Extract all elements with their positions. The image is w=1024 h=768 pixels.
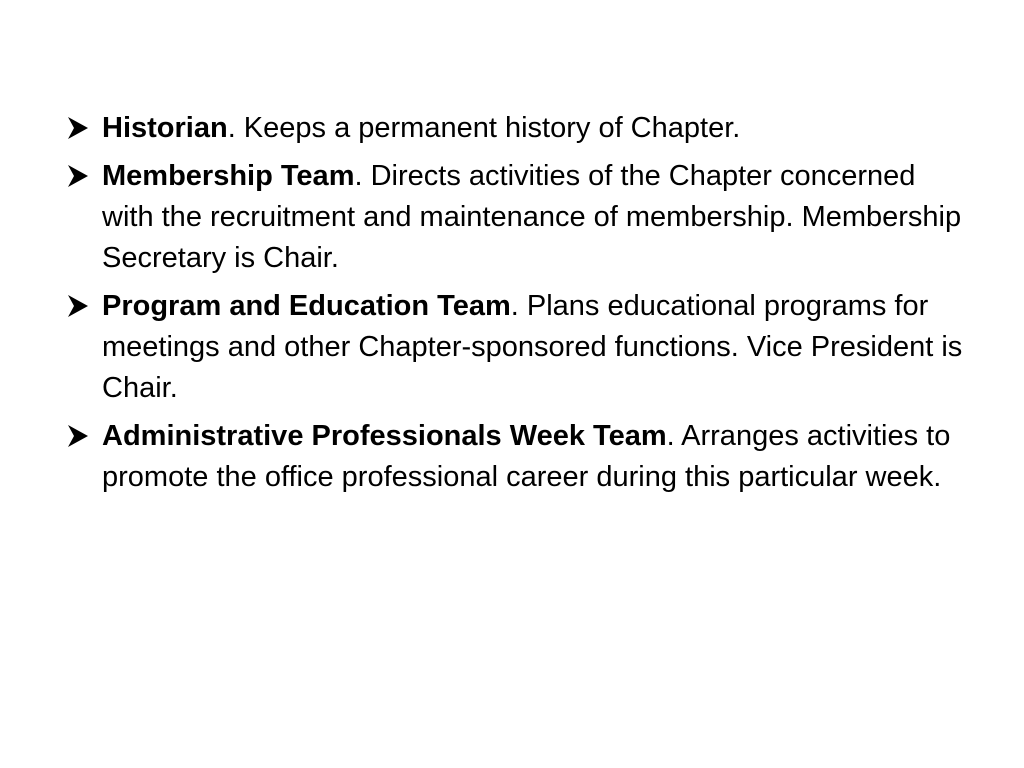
bullet-term: Administrative Professionals Week Team	[102, 420, 667, 452]
bullet-description: . Arranges activities to promote the office professional career during this particular week.	[102, 420, 951, 493]
arrowhead-bullet-icon	[66, 423, 90, 449]
bullet-item-admin-professionals-week-team	[66, 416, 966, 498]
bullet-item-program-education-team	[66, 286, 966, 409]
bullet-item-membership-team	[66, 156, 966, 279]
arrowhead-bullet-icon	[66, 115, 90, 141]
bullet-term: Program and Education Team	[102, 290, 511, 322]
arrowhead-bullet-icon	[66, 163, 90, 189]
bullet-term: Membership Team	[102, 160, 355, 192]
bullet-description: . Directs activities of the Chapter concerned with the recruitment and maintenance of membership. Membership Secretary is Chair.	[102, 160, 962, 274]
bullet-item-historian	[66, 108, 966, 149]
bullet-description: . Plans educational programs for meetings and other Chapter-sponsored functions. Vice President is Chair.	[102, 290, 963, 404]
bullet-description: . Keeps a permanent history of Chapter.	[227, 112, 741, 144]
bullet-list	[66, 108, 966, 505]
arrowhead-bullet-icon	[66, 293, 90, 319]
bullet-term: Historian	[102, 112, 228, 144]
